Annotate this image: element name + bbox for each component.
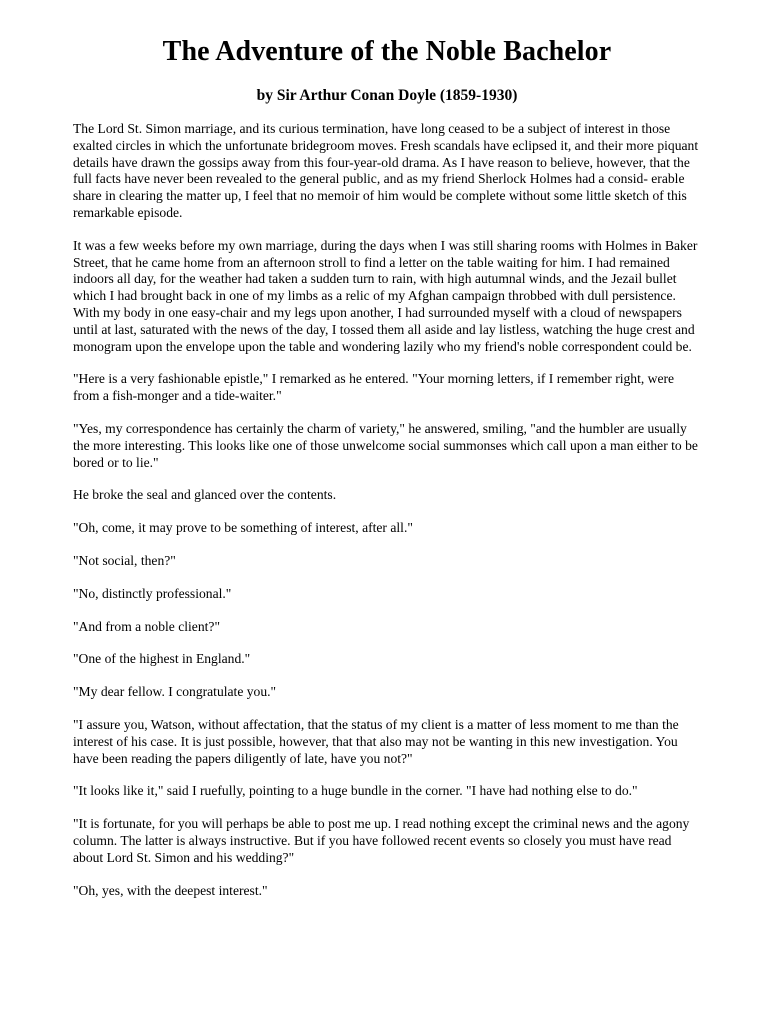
- paragraph: He broke the seal and glanced over the contents.: [73, 487, 337, 503]
- document-byline: by Sir Arthur Conan Doyle (1859-1930): [256, 87, 518, 104]
- paragraph: "And from a noble client?": [73, 618, 220, 634]
- paragraph: "My dear fellow. I congratulate you.": [73, 684, 277, 700]
- paragraph: "Not social, then?": [73, 552, 176, 568]
- paragraph: "One of the highest in England.": [73, 651, 251, 667]
- paragraph: "It is fortunate, for you will perhaps be able to post me up. I read nothing except the criminal news and the agony column. The latter is always instructive. But if you have followed recent events so closely you must have read about Lord St. Simon and his wedding?": [73, 816, 690, 865]
- paragraph: "Here is a very fashionable epistle," I remarked as he entered. "Your morning letters, if I remember right, were from a fish-monger and a tide-waiter.": [73, 371, 675, 404]
- paragraph: It was a few weeks before my own marriage, during the days when I was still sharing rooms with Holmes in Baker Street, that he came home from an afternoon stroll to find a letter on the table waiting for him. I had remained indoors all day, for the weather had taken a sudden turn to rain, with high autumnal winds, and the Jezail bullet which I had brought back in one of my limbs as a relic of my Afghan campaign throbbed with dull persistence. With my body in one easy-chair and my legs upon another, I had surrounded myself with a cloud of newspapers until at last, saturated with the news of the day, I tossed them all aside and lay listless, watching the huge crest and monogram upon the envelope upon the table and wondering lazily who my friend's noble correspondent could be.: [73, 237, 698, 354]
- paragraph: "No, distinctly professional.": [73, 585, 232, 601]
- paragraph: "Oh, yes, with the deepest interest.": [73, 882, 268, 898]
- paragraph: "It looks like it," said I ruefully, pointing to a huge bundle in the corner. "I have had nothing else to do.": [73, 783, 638, 799]
- document-title: The Adventure of the Noble Bachelor: [162, 36, 612, 67]
- paragraph: "Yes, my correspondence has certainly the charm of variety," he answered, smiling, "and the humbler are usually the more interesting. This looks like one of those unwelcome social summonses which call upon a man either to be bored or to lie.": [73, 420, 698, 470]
- paragraph: "I assure you, Watson, without affectation, that the status of my client is a matter of less moment to me than the interest of his case. It is just possible, however, that that also may not be wanting in this new investigation. You have been reading the papers diligently of late, have you not?": [73, 716, 679, 766]
- paragraph: "Oh, come, it may prove to be something of interest, after all.": [73, 520, 413, 536]
- document-body: [73, 121, 701, 899]
- document-page: [73, 34, 701, 915]
- paragraph: The Lord St. Simon marriage, and its curious termination, have long ceased to be a subject of interest in those exalted circles in which the unfortunate bridegroom moves. Fresh scandals have eclipsed it, and their more piquant details have drawn the gossips away from this four-year-old drama. As I have reason to believe, however, that the full facts have never been revealed to the general public, and as my friend Sherlock Holmes had a consid- erable share in clearing the matter up, I feel that no memoir of him would be complete without some little sketch of this remarkable episode.: [73, 121, 699, 220]
